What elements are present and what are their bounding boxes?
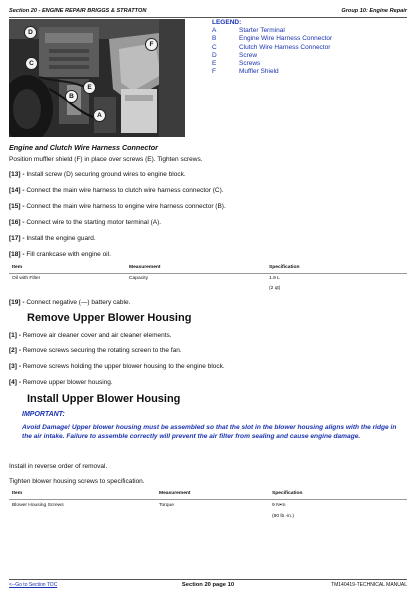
legend-item: D Screw: [212, 51, 258, 59]
step-19: [19] - Connect negative (—) battery cable.: [9, 299, 131, 306]
callout-a: A: [93, 109, 106, 122]
table-header-measurement: Measurement: [159, 491, 191, 496]
page-number: Section 20 page 10: [181, 581, 235, 588]
section-toc-link[interactable]: <--Go to Section TOC: [9, 582, 58, 588]
legend-item: C Clutch Wire Harness Connector: [212, 43, 331, 51]
install-tighten-text: Tighten blower housing screws to specification.: [9, 478, 145, 485]
table-header-specification: Specification: [269, 265, 300, 270]
footer-divider: [9, 579, 407, 580]
step-17: [17] - Install the engine guard.: [9, 235, 96, 242]
legend-item: B Engine Wire Harness Connector: [212, 35, 333, 43]
manual-id: TM140419-TECHNICAL MANUAL: [331, 582, 407, 588]
step-18: [18] - Fill crankcase with engine oil.: [9, 251, 111, 258]
torque-spec-table: [9, 491, 407, 525]
table-cell-spec: 9 N•m: [272, 503, 286, 508]
remove-step-4: [4] - Remove upper blower housing.: [9, 379, 113, 386]
header-section: Section 20 - ENGINE REPAIR BRIGGS & STRATTON: [9, 8, 147, 14]
step-15: [15] - Connect the main wire harness to engine wire harness connector (B).: [9, 203, 226, 210]
remove-step-1: [1] - Remove air cleaner cover and air cleaner elements.: [9, 332, 172, 339]
table-divider: [9, 499, 407, 500]
section-title: Engine and Clutch Wire Harness Connector: [9, 143, 158, 152]
table-cell-spec-alt: (80 lb.-in.): [272, 514, 295, 519]
table-header-measurement: Measurement: [129, 265, 161, 270]
table-cell-measurement: Capacity: [129, 276, 149, 281]
table-header-specification: Specification: [272, 491, 303, 496]
avoid-damage-warning: Avoid Damage! Upper blower housing must be assembled so that the slot in the blower housing aligns with the ridge in the air intake. Failure to assemble correctly will prevent the air filter from sealing and cause engine damage.: [22, 424, 397, 440]
table-header-item: Item: [12, 265, 23, 270]
table-divider: [9, 273, 407, 274]
step-13: [13] - Install screw (D) securing ground wires to engine block.: [9, 171, 186, 178]
table-header-item: Item: [12, 491, 23, 496]
table-cell-measurement: Torque: [159, 503, 174, 508]
legend-title: LEGEND:: [212, 19, 242, 26]
install-heading: Install Upper Blower Housing: [27, 393, 181, 405]
engine-photo: [9, 19, 185, 137]
callout-e: E: [83, 81, 96, 94]
header-divider: [9, 17, 407, 18]
header-group: Group 10: Engine Repair: [341, 8, 407, 14]
table-cell-spec: 1.9 L: [269, 276, 280, 281]
remove-step-2: [2] - Remove screws securing the rotating screen to the fan.: [9, 347, 182, 354]
table-cell-item: Oil with Filter: [12, 276, 41, 281]
callout-c: C: [25, 57, 38, 70]
callout-d: D: [24, 26, 37, 39]
oil-spec-table: [9, 265, 407, 297]
remove-heading: Remove Upper Blower Housing: [27, 312, 192, 324]
legend-item: A Starter Terminal: [212, 27, 285, 34]
callout-f: F: [145, 38, 158, 51]
legend: [212, 19, 332, 77]
legend-item: E Screws: [212, 60, 261, 68]
table-cell-spec-alt: (2 qt): [269, 286, 281, 291]
step-16: [16] - Connect wire to the starting motor terminal (A).: [9, 219, 162, 226]
remove-step-3: [3] - Remove screws holding the upper blower housing to the engine block.: [9, 363, 225, 370]
important-label: IMPORTANT:: [22, 411, 65, 418]
install-reverse-text: Install in reverse order of removal.: [9, 463, 108, 470]
intro-text: Position muffler shield (F) in place over screws (E). Tighten screws.: [9, 156, 203, 163]
step-14: [14] - Connect the main wire harness to clutch wire harness connector (C).: [9, 187, 224, 194]
callout-b: B: [65, 90, 78, 103]
legend-item: F Muffler Shield: [212, 68, 279, 76]
table-cell-item: Blower Housing Screws: [12, 503, 64, 508]
